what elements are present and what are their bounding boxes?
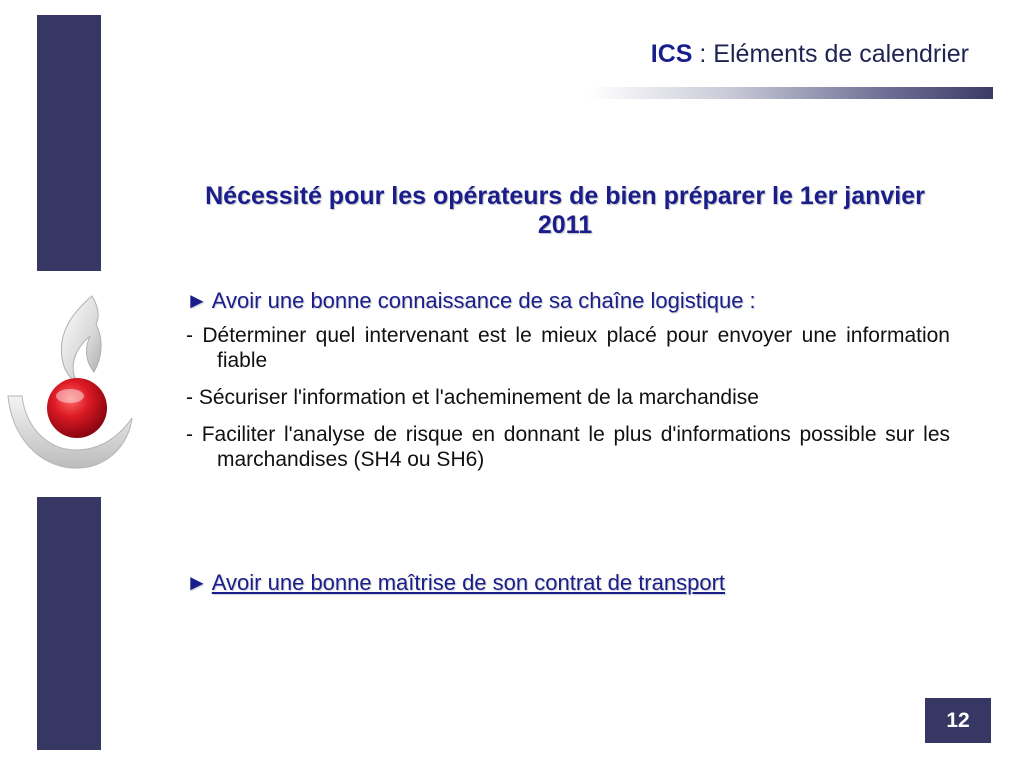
right-pointer-icon: ► (186, 570, 208, 595)
title-rest: : Eléments de calendrier (692, 40, 969, 68)
headline: Nécessité pour les opérateurs de bien préparer le 1er janvier 2011 (205, 182, 925, 239)
sub-point: - Sécuriser l'information et l'acheminement de la marchandise (186, 386, 759, 409)
left-decorative-bar-bottom (37, 497, 101, 750)
page-number-badge (925, 698, 991, 743)
lead-point-2-text: Avoir une bonne maîtrise de son contrat de transport (211, 570, 726, 595)
right-pointer-icon: ► (186, 288, 208, 313)
lead-point-2 (186, 570, 950, 596)
left-decorative-bar-top (37, 15, 101, 271)
page-title (651, 40, 969, 69)
lead-point-1-text: Avoir une bonne connaissance de sa chaîne logistique : (211, 288, 756, 313)
header-gradient-rule (588, 87, 993, 99)
flame-logo-icon (0, 288, 140, 483)
sub-point: - Déterminer quel intervenant est le mieux placé pour envoyer une information fiable (186, 324, 950, 372)
sub-point: - Faciliter l'analyse de risque en donnant le plus d'informations possible sur les marchandises (SH4 ou SH6) (186, 423, 950, 471)
lead-point-1 (186, 288, 950, 314)
page-number: 12 (946, 708, 970, 732)
sub-point-list (186, 323, 950, 484)
title-strong: ICS (650, 40, 693, 68)
